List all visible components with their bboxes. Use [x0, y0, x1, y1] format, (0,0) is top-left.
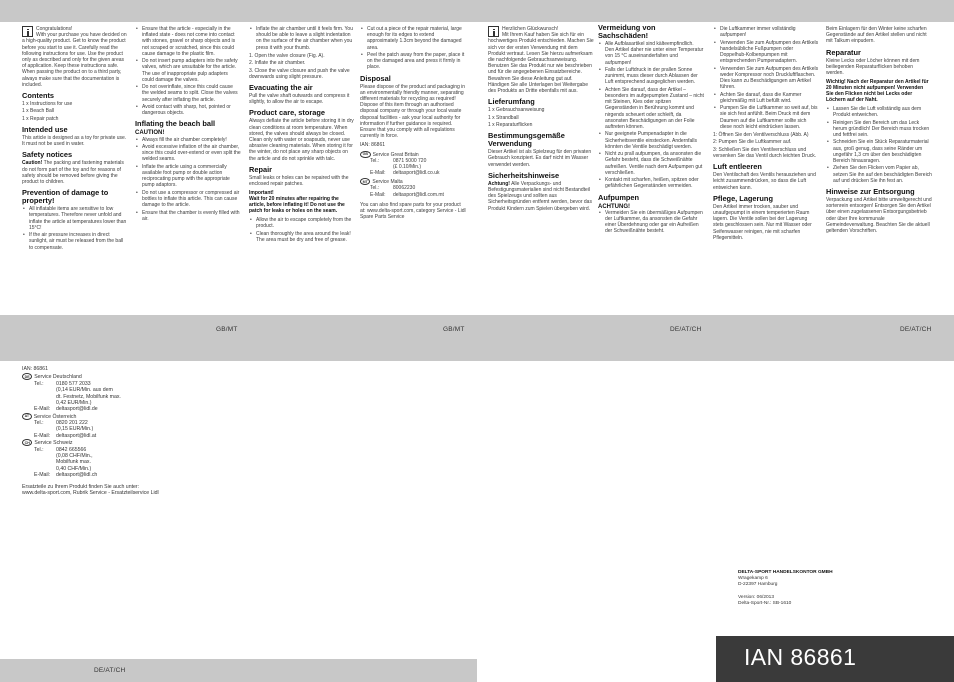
en-evacuating-title: Evacuating the air — [249, 83, 313, 92]
list-item: • Cut out a piece of the repair material, large enough for its edges to extend approximately 1.3cm beyond the damaged area. — [360, 26, 466, 51]
list-item: • Reinigen Sie den Bereich um das Leck herum gründlich! Der Bereich muss trocken und fettfrei sein. — [826, 120, 932, 139]
footer-label-de-3: DE/AT/CH — [94, 667, 126, 674]
en-column-4 — [360, 26, 466, 223]
company-info — [738, 570, 833, 607]
en-column-2 — [135, 26, 241, 224]
en-repair-title: Repair — [249, 164, 273, 174]
en-parts-text: You can also find spare parts for your product at: www.delta-sport.com, category Service - Lidl Spare Parts Service — [360, 201, 466, 221]
en-repair-text: Small leaks or holes can be repaired with the enclosed repair patches. — [249, 174, 349, 188]
service-address-block — [22, 366, 162, 496]
list-item: • Avoid contact with sharp, hot, pointed or dangerous objects. — [135, 104, 241, 116]
bottom-band — [0, 659, 477, 682]
en-inflating-caution: CAUTION! — [135, 130, 165, 137]
en-intro — [22, 26, 128, 88]
address-parts-text: Ersatzteile zu Ihrem Produkt finden Sie auch unter: www.delta-sport.com, Rubrik Service - Ersatzteilservice Lidl — [22, 483, 159, 496]
en-disposal-text: Please dispose of the product and packaging in an environmentally friendly manner, separating different materials for recycling as required! Dispose of this item through an authorised disposal company or through your local waste disposal facilities - ask your local authority for information if further guidance is required. Ensure that you comply with all regulations currently in force. — [360, 83, 466, 140]
de-reparatur-important: Wichtig! Nach der Reparatur den Artikel für 20 Minuten nicht aufpumpen! Verwenden Sie den Flicken nicht bei Lecks oder Löchern auf der Naht. — [826, 78, 929, 104]
en-evacuating-text: Pull the valve shaft outwards and compress it slightly, to allow the air to escape. — [249, 93, 350, 106]
address-ian: IAN: 86861 — [22, 366, 48, 372]
ian-box — [716, 636, 954, 682]
de-email-link[interactable]: deltasport@lidl.de — [56, 406, 98, 413]
list-item: • Kontakt mit scharfen, heißen, spitzen oder gefährlichen Gegenständen vermeiden. — [598, 177, 704, 189]
de-lieferumfang-title: Lieferumfang — [488, 97, 535, 107]
list-item: 2. Inflate the air chamber. — [249, 60, 306, 67]
en-column-1 — [22, 26, 128, 253]
info-icon — [488, 26, 499, 37]
list-item: • Always fill the air chamber completely! — [135, 137, 241, 143]
en-repair-list-2 — [360, 26, 466, 71]
list-item: • Schneiden Sie ein Stück Reparaturmaterial aus, groß genug, dass seine Ränder um ungefähr 1,3 cm über den beschädigten Bereich hinausragen. — [826, 139, 932, 164]
de-column-2 — [598, 24, 704, 237]
de-vermeidung-list — [598, 41, 704, 190]
en-inflate-list — [249, 26, 355, 51]
list-item: • Do not use a compressor or compressed air bottles to inflate this article. This can cause damage to the article. — [135, 190, 241, 209]
list-item: • Ensure that the article - especially in the inflated state - does not come into contact with stones, gravel or sharp objects and is not scraped or scratched, since this could cause damage to the plastic film. — [135, 26, 241, 57]
en-contents-list — [22, 101, 128, 122]
service-at: AT Service Österreich Tel.: 0820 201 222 (0,15 EUR/Min.) E-Mail: deltasport@lidl.at — [22, 413, 162, 440]
list-item: • Ensure that the chamber is evenly filled with air. — [135, 210, 241, 222]
list-item: • Clean thoroughly the area around the leak! The area must be dry and free of grease. — [249, 231, 355, 243]
de-aufpumpen-list — [598, 210, 704, 235]
de-sicherheit-paragraph: Achtung! Alle Verpackungs- und Befestigungsmaterialien sind nicht Bestandteil des Spielzeugs und sollten aus Sicherheitsgründen entfernt werden, bevor das Produkt Kindern zum Spielen übergeben wird. — [488, 180, 592, 212]
en-inflate-steps — [249, 53, 355, 80]
en-intended-title: Intended use — [22, 125, 68, 135]
en-ian: IAN: 86861 — [360, 141, 386, 148]
list-item: 1 x Reparaturflicken — [488, 122, 533, 129]
en-damage-list — [135, 26, 241, 116]
list-item: 1: Öffnen Sie den Ventilverschluss (Abb. A) — [713, 132, 809, 138]
en-safety-title: Safety notices — [22, 150, 73, 160]
de-aufpumpen-steps — [713, 132, 819, 159]
list-item: • All inflatable items are sensitive to low temperatures. Therefore never unfold and inflate the article at temperatures lower than 15°C! — [22, 206, 128, 231]
list-item: • Inflate the air chamber until it feels firm. You should be able to leave a slight indentation on the surface of the air chamber when you press it with your thumb. — [249, 26, 355, 51]
de-column-4 — [826, 26, 932, 237]
service-ch: CH Service Schweiz Tel.: 0842 665566 (0,08 CHF/Min., Mobilfunk max. 0,40 CHF/Min.) E-Mail: deltasport@lidl.ch — [22, 439, 162, 478]
company-version: Version: 06/2013 — [738, 594, 775, 600]
de-bestimmung-title: Bestimmungsgemäße Verwendung — [488, 131, 565, 149]
top-band — [0, 0, 954, 22]
de-pflege-title: Pflege, Lagerung — [713, 193, 773, 203]
list-item: 1. Open the valve closure (Fig. A). — [249, 52, 325, 59]
en-inflating-list — [135, 137, 241, 222]
list-item: • Avoid excessive inflation of the air chamber, since this could over-extend or even split the welded seams. — [135, 144, 241, 163]
list-item: • Allow the air to escape completely from the product. — [249, 217, 355, 229]
de-luft-title: Luft entleeren — [713, 162, 762, 172]
company-name: DELTA-SPORT HANDELSKONTOR GMBH — [738, 570, 833, 575]
list-item: 1 x Beach Ball — [22, 108, 54, 115]
en-congrats: Congratulations! With your purchase you have decided on a high-quality product. Get to know the product before you start to use it. Carefully read the following instructions for use. Use the product only as described and only for the given areas of application. Keep these instructions safe. When passing the product on to a third party, always make sure that the documentation is included. — [22, 26, 127, 88]
en-care-text: Always deflate the article before storing it in dry clean conditions at room temperature. When stored, the valves should always be closed. Clean only with water or soapsuds, never use abrasive cleaning materials. When storing it for the winter, do not place any sharp objects on the article and do not sprinkle with talc. — [249, 118, 354, 162]
de-column-3 — [713, 26, 819, 244]
list-item: 1 x Gebrauchsanweisung — [488, 107, 545, 114]
ian-big-label: IAN 86861 — [744, 644, 857, 670]
mt-badge: MT — [360, 178, 370, 185]
list-item: 1 x Repair patch — [22, 115, 59, 122]
ch-badge: CH — [22, 439, 32, 446]
list-item: • Do not overinflate, since this could cause the welded seams to split. Close the valves securely after inflating the article. — [135, 84, 241, 103]
list-item: • Die Luftkammer immer vollständig aufpumpen! — [713, 26, 819, 38]
company-street: Wragekamp 6 — [738, 576, 768, 582]
en-service-gb: GB Service Great Britain Tel.: 0871 5000 720 (£ 0.10/Min.) E-Mail: deltasport@lidl.co.uk — [360, 151, 466, 177]
list-item: 2: Pumpen Sie die Luftkammer auf. — [713, 139, 792, 146]
en-care-title: Product care, storage — [249, 108, 325, 118]
en-repair-important: Important! Wait for 20 minutes after repairing the article, before inflating it! Do not use the patch for leaks or holes on the seam. — [249, 189, 345, 215]
gb-email-link[interactable]: deltasport@lidl.co.uk — [393, 170, 440, 177]
de-intro — [488, 26, 594, 94]
en-contents-title: Contents — [22, 91, 55, 101]
en-prevention-list — [22, 206, 128, 251]
list-item: • Ziehen Sie den Flicken vom Papier ab, setzen Sie ihn auf den beschädigten Bereich auf und drücken Sie ihn fest an. — [826, 165, 932, 184]
de-aufpumpen-list-2 — [713, 26, 819, 130]
de-reparatur-text: Kleine Lecks oder Löcher können mit dem beiliegenden Reparaturflicken behoben werden. — [826, 57, 920, 77]
list-item: • Pumpen Sie die Luftkammer so weit auf, bis sie sich fest anfühlt. Beim Druck mit dem Daumen auf die Luftkammer sollte sich diese noch leicht eindrücken lassen. — [713, 105, 819, 130]
info-icon — [22, 26, 33, 37]
list-item: • Do not insert pump adapters into the safety valves, which are unsuitable for the article. The use of inappropriate pulp adapters could damage the valves. — [135, 58, 241, 83]
en-column-3 — [249, 26, 355, 245]
list-item: 1 x Instructions for use — [22, 101, 73, 108]
en-service-mt: MT Service Malta Tel.: 80062230 E-Mail: deltasport@lidl.com.mt — [360, 178, 466, 197]
de-column-1 — [488, 26, 594, 214]
de-badge: DE — [22, 373, 32, 380]
list-item: • Lassen Sie die Luft vollständig aus dem Produkt entweichen. — [826, 106, 932, 118]
footer-label-de-2: DE/AT/CH — [900, 326, 932, 333]
de-aufpumpen-title: Aufpumpen — [598, 192, 640, 202]
list-item: • Alle Aufblasartikel sind kälteempfindlich. Den Artikel daher nie unter einer Temperatur von 15 °C auseinanderfalten und aufpumpen! — [598, 41, 704, 66]
list-item: • Inflate the article using a commercially available foot pump or double action reciprocating pump with the appropriate pump adaptors. — [135, 164, 241, 189]
list-item: • Peel the patch away from the paper, place it on the damaged area and press it firmly in place. — [360, 52, 466, 71]
de-vermeidung-title: Vermeidung von Sachschäden! — [598, 24, 656, 40]
list-item: • Falls der Luftdruck in der prallen Sonne zunimmt, muss dieser durch Ablassen der Luft entsprechend ausgeglichen werden. — [598, 67, 704, 86]
list-item: 3: Schließen Sie den Ventilverschluss und versenken Sie das Ventil durch leichten Druck. — [713, 146, 817, 159]
list-item: 1 x Strandball — [488, 114, 519, 121]
list-item: • Vermeiden Sie ein übermäßiges Aufpumpen der Luftkammer, da ansonsten die Gefahr einer Überdehnung oder gar ein Aufreißen der Schweißnähte besteht. — [598, 210, 704, 235]
de-reparatur-list — [826, 106, 932, 184]
footer-label-gb-2: GB/MT — [443, 326, 465, 333]
de-bestimmung-text: Dieser Artikel ist als Spielzeug für den privaten Gebrauch konzipiert. Es darf nicht im Wasser verwendet werden. — [488, 149, 592, 168]
de-luft-text: Den Ventilschaft des Ventils herausziehen und leicht zusammendrücken, so dass die Luft entweichen kann. — [713, 172, 816, 191]
footer-label-gb-1: GB/MT — [216, 326, 238, 333]
de-congrats: Herzlichen Glückwunsch! Mit Ihrem Kauf haben Sie sich für ein hochwertiges Produkt entschieden. Machen Sie sich vor der ersten Verwendung mit dem Produkt vertraut. Lesen Sie hierzu aufmerksam die nachfolgende Gebrauchsanweisung. Benutzen Sie das Produkt nur wie beschrieben und für die angegebenen Einsatzbereiche. Bewahren Sie diese Anleitung gut auf. Händigen Sie alle Unterlagen bei Weitergabe des Produkts an Dritte ebenfalls mit aus. — [488, 26, 594, 95]
de-pflege-text: Den Artikel immer trocken, sauber und unaufgepumpt in einem temperierten Raum lagern. Die Ventile sollen bei der Lagerung stets geschlossen sein. Nur mit Wasser oder Seifenwasser reinigen, nie mit scharfen Pflegemitteln. — [713, 203, 812, 241]
en-prevention-title: Prevention of damage to property! — [22, 188, 109, 206]
de-winter-text: Beim Einlagern für den Winter keine scharfen Gegenstände auf den Artikel stellen und nicht mit Talkum einpudern. — [826, 26, 927, 45]
company-city: D-22397 Hamburg — [738, 582, 778, 588]
list-item: • Nicht zu prall aufpumpen, da ansonsten die Gefahr besteht, dass die Schweißnähte aufreißen. Ventile nach dem Aufpumpen gut verschließen. — [598, 151, 704, 176]
de-entsorgung-title: Hinweise zur Entsorgung — [826, 187, 915, 197]
list-item: • Nur geeignete Pumpenadapter in die Sicherheitsventile einstecken. Andernfalls könnten die Ventile beschädigt werden. — [598, 131, 704, 150]
at-badge: AT — [22, 413, 32, 420]
gb-badge: GB — [360, 151, 371, 158]
list-item: • If the air pressure increases in direct sunlight, air must be released from the ball to compensate. — [22, 232, 128, 251]
de-reparatur-title: Reparatur — [826, 47, 861, 57]
en-repair-list — [249, 217, 355, 243]
en-disposal-title: Disposal — [360, 73, 391, 83]
de-aufpumpen-caution: ACHTUNG! — [598, 203, 630, 210]
list-item: 3. Close the valve closure and push the valve downwards using slight pressure. — [249, 67, 350, 80]
middle-band — [0, 315, 954, 361]
en-safety-paragraph: Caution! The packing and fastening materials do not form part of the toy and for reasons of safety should be removed before giving the product to children. — [22, 160, 124, 186]
en-intended-text: This article is designed as a toy for private use. It must not be used in water. — [22, 135, 127, 148]
footer-label-de-1: DE/AT/CH — [670, 326, 702, 333]
ch-email-link[interactable]: deltasport@lidl.ch — [56, 472, 98, 479]
mt-email-link[interactable]: deltasport@lidl.com.mt — [393, 191, 444, 198]
company-number: Delta-Sport-Nr.: SB-1610 — [738, 600, 792, 606]
list-item: • Verwenden Sie zum Aufpumpen des Artikels weder Kompressor noch Druckluftflaschen. Dies kann zu Beschädigungen am Artikel führen. — [713, 66, 819, 91]
list-item: • Verwenden Sie zum Aufpumpen des Artikels handelsübliche Fußpumpen oder Doppelhub-Kolbenpumpen mit entsprechenden Pumpenadaptern. — [713, 40, 819, 65]
list-item: • Achten Sie darauf, dass der Artikel – besonders im aufgepumpten Zustand – nicht mit Steinen, Kies oder spitzen Gegenständen in Berührung kommt und nirgends scheuert oder schleift, da ansonsten Beschädigungen an der Folie auftreten können. — [598, 87, 704, 130]
en-inflating-title: Inflating the beach ball — [135, 119, 216, 129]
list-item: • Achten Sie darauf, dass die Kammer gleichmäßig mit Luft befüllt wird. — [713, 92, 819, 104]
service-de: DE Service Deutschland Tel.: 0180 577 2033 (0,14 EUR/Min. aus dem dt. Festnetz, Mobilfunk max. 0,42 EUR/Min.) E-Mail: deltasport@lidl.de — [22, 373, 162, 412]
de-sicherheit-title: Sicherheitshinweise — [488, 170, 560, 180]
at-email-link[interactable]: deltasport@lidl.at — [56, 432, 97, 439]
de-entsorgung-text: Verpackung und Artikel bitte umweltgerecht und sortenrein entsorgen! Entsorgen Sie den Artikel über einen zugelassenen Entsorgungsbetrieb oder über Ihre kommunale Gemeindeverwaltung. Beachten Sie die aktuell geltenden Vorschriften. — [826, 197, 932, 235]
de-lieferumfang-list — [488, 107, 594, 128]
